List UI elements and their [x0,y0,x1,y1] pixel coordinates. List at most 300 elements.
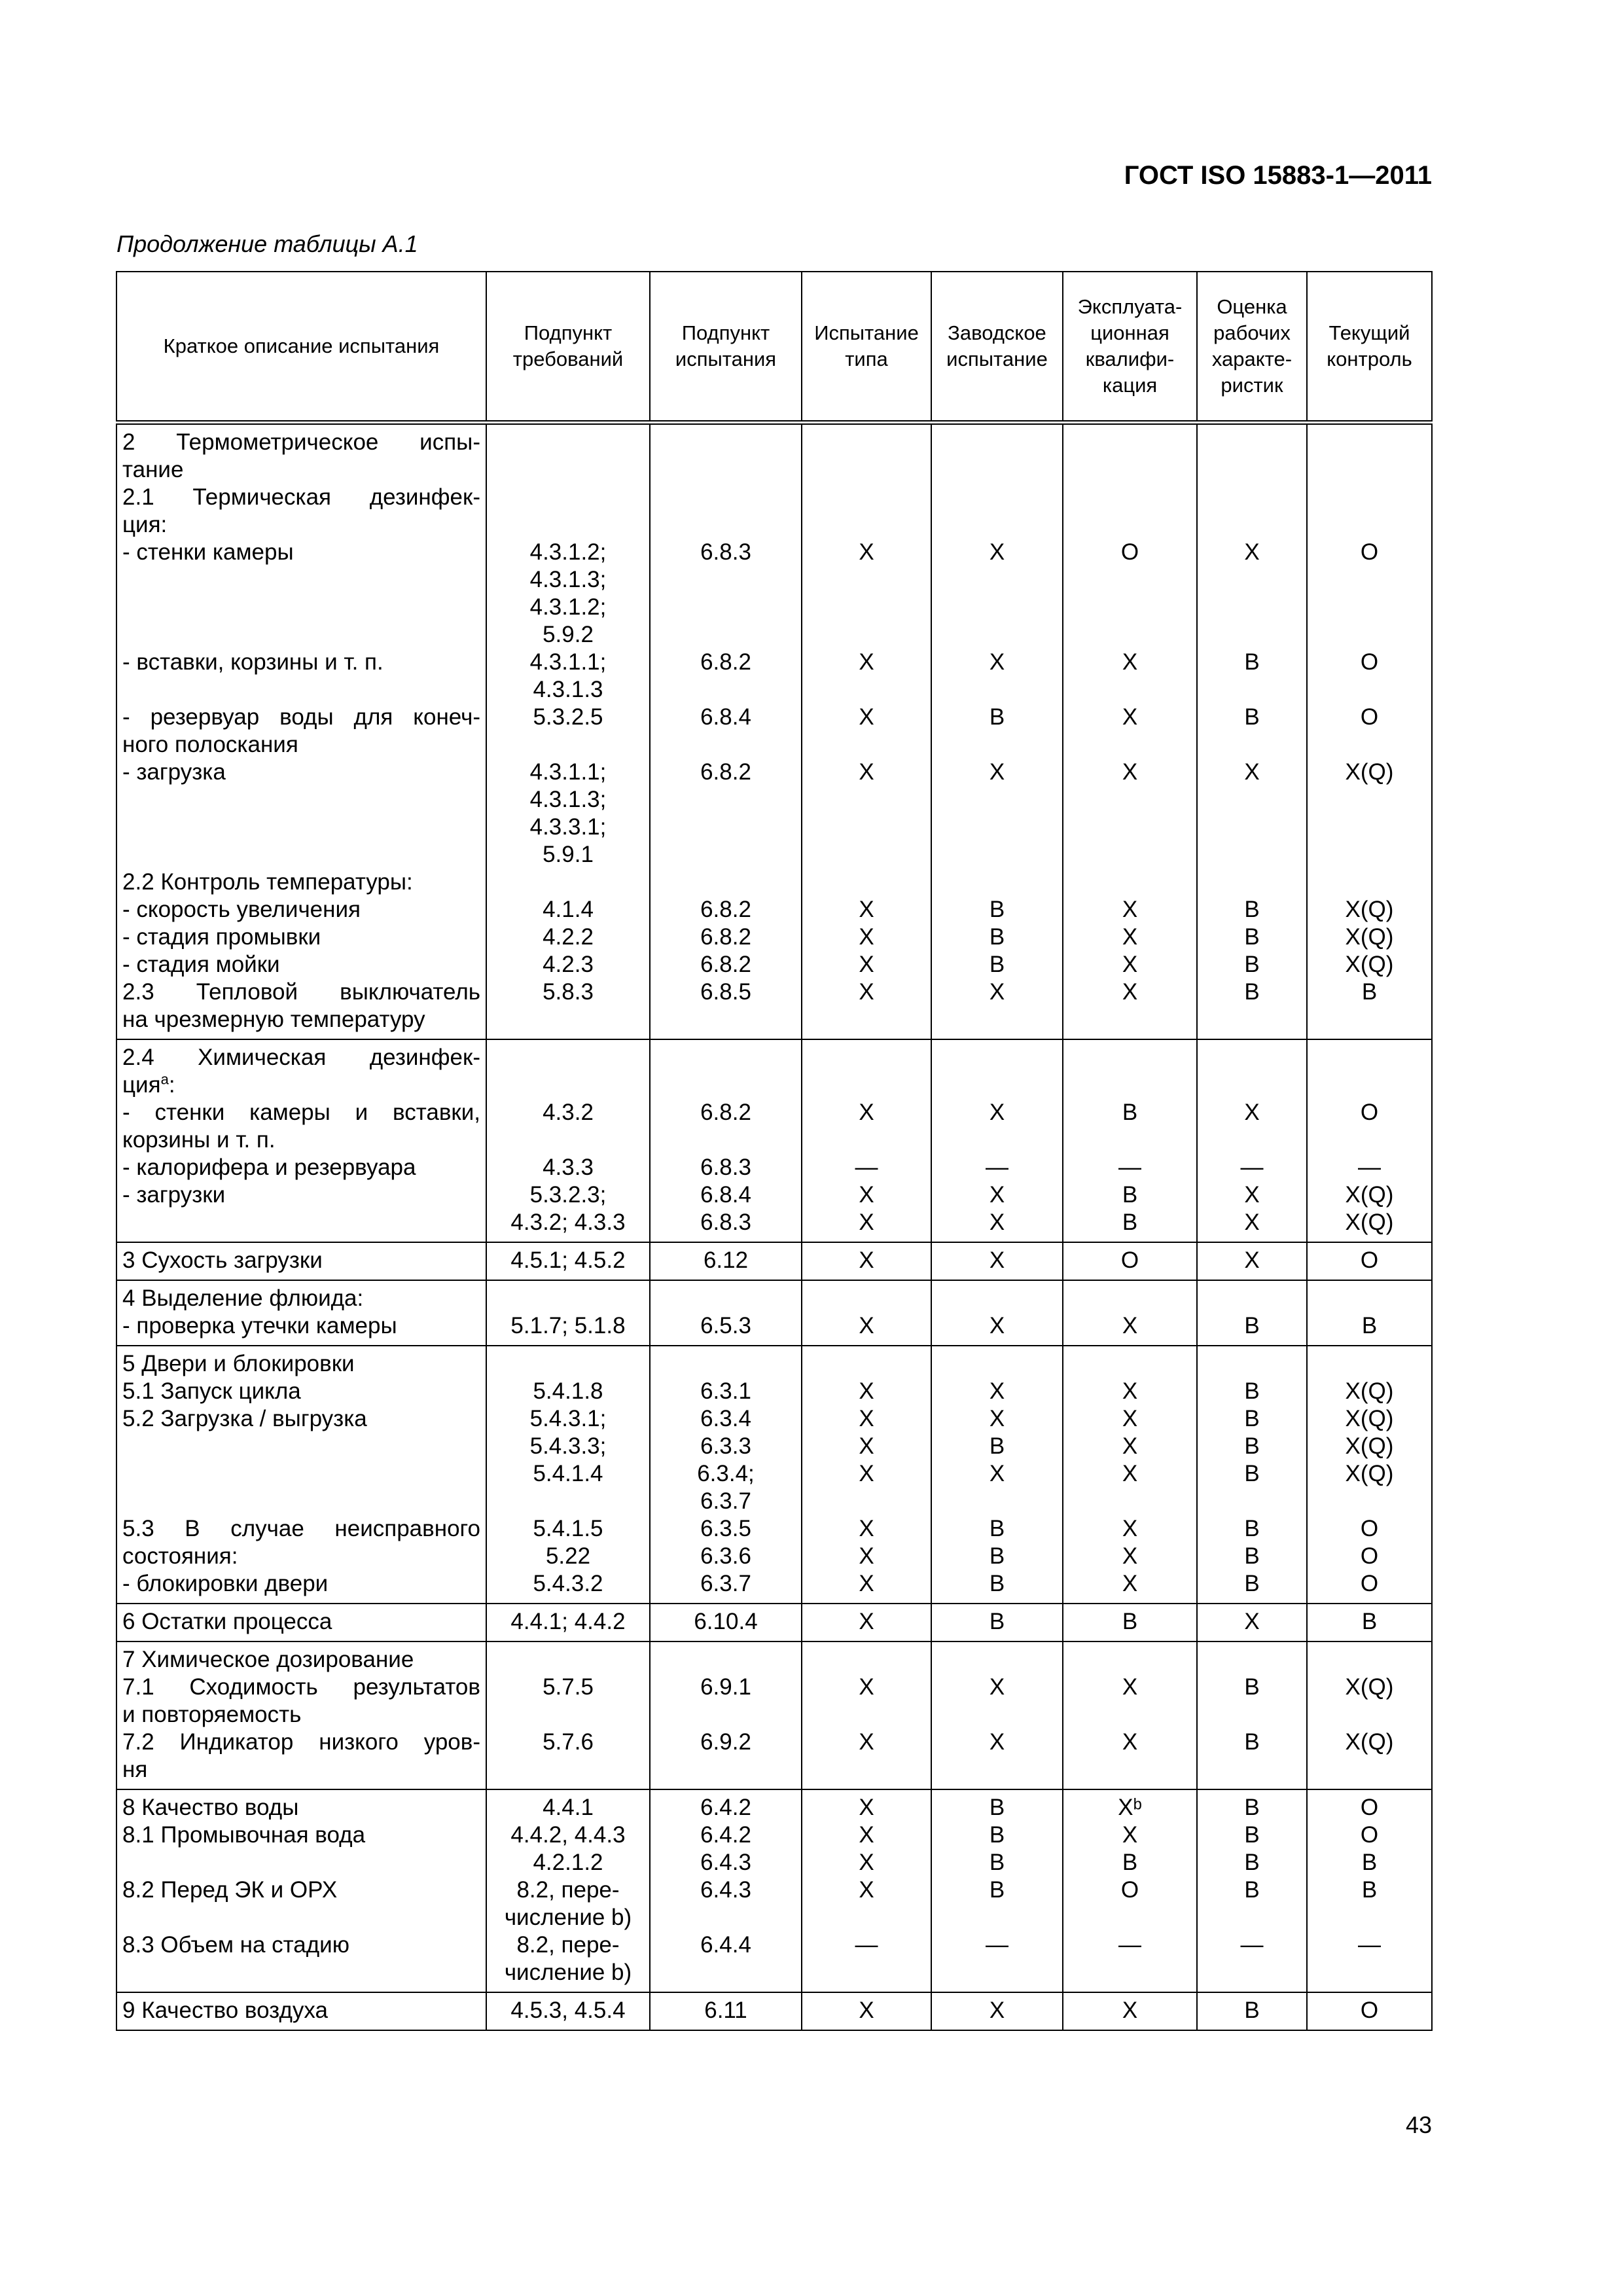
cell-value: Х [1244,539,1260,565]
cell-value [808,1904,925,1931]
test-description-cell [116,1789,486,1992]
cell-value [1069,869,1191,896]
cell-value: 6.3.4; [697,1461,755,1486]
cell-value [656,1904,796,1931]
cell-value [1069,484,1191,511]
cell-value [1203,511,1301,539]
cell-value [492,731,644,759]
description-line: - загрузки [122,1182,226,1208]
cell-value [1069,1904,1191,1931]
cell-value: В [1244,1795,1260,1820]
column-works-test-cell [931,1641,1063,1789]
description-line: 3 Сухость загрузки [122,1247,323,1273]
description-line: - вставки, корзины и т. п. [122,649,383,675]
test-description-cell [116,1346,486,1604]
table-caption: Продолжение таблицы А.1 [116,230,418,257]
cell-value: X(Q) [1345,1461,1394,1486]
cell-value: 6.3.6 [700,1543,751,1569]
description-line: и повторяемость [122,1702,302,1727]
cell-value: 5.7.6 [543,1729,594,1755]
cell-value [492,1071,644,1099]
description-line: 9 Качество воздуха [122,1998,328,2023]
cell-value: 6.4.2 [700,1795,751,1820]
test-description-cell [116,1280,486,1346]
cell-value: О [1360,1247,1379,1273]
cell-value: Х [989,1406,1005,1431]
cell-value [937,1044,1057,1071]
cell-value: О [1120,1877,1139,1903]
cell-value: Х [1244,1247,1260,1273]
cell-value [808,511,925,539]
column-routine-test-cell [1307,1641,1432,1789]
cell-value [1203,1904,1301,1931]
cell-value: В [1244,1877,1260,1903]
cell-value: Х [1122,704,1138,730]
cell-value: В [1122,1609,1138,1634]
cell-value: X(Q) [1345,1433,1394,1459]
header-line: Подпункт [681,321,770,344]
cell-value [1313,1350,1426,1378]
description-line: 7.2 Индикатор низкого уров- [122,1729,480,1755]
cell-value [1313,1756,1426,1784]
description-line [122,1209,480,1236]
description-line: - загрузка [122,759,226,785]
cell-value [656,1350,796,1378]
cell-value [1313,1044,1426,1071]
cell-value [1203,594,1301,621]
cell-value [808,1701,925,1729]
cell-value: 6.9.1 [700,1674,751,1700]
cell-value: — [986,1155,1008,1180]
cell-value: В [1244,1461,1260,1486]
cell-value: В [989,1877,1005,1903]
cell-value: 5.4.3.2 [533,1571,603,1596]
cell-value [1313,429,1426,456]
column-routine-test-cell [1307,1242,1432,1280]
cell-value [808,786,925,814]
description-line: - стенки камеры и вставки, [122,1100,480,1125]
column-type-test-cell [802,1992,931,2030]
column-performance-qualification-cell [1197,1789,1307,1992]
cell-value: 6.11 [704,1998,747,2023]
cell-value: 6.8.2 [700,1100,751,1125]
description-line [122,1849,480,1876]
cell-value [1203,1701,1301,1729]
cell-value [1069,456,1191,484]
column-operational-qualification-cell [1063,1039,1197,1242]
cell-value [808,484,925,511]
cell-value [1313,621,1426,649]
cell-value: Х [989,1313,1005,1338]
cell-value: В [1361,1877,1378,1903]
cell-value [808,456,925,484]
column-works-test-cell [931,1039,1063,1242]
cell-value [808,1959,925,1986]
column-test-clause-cell [650,1789,802,1992]
cell-value: О [1360,1100,1379,1125]
header-line: контроль [1327,348,1412,370]
cell-value [808,1488,925,1515]
cell-value [1069,841,1191,869]
column-operational-qualification-cell [1063,1242,1197,1280]
cell-value [937,786,1057,814]
description-line: 2.1 Термическая дезинфек- [122,484,480,510]
header-line: требований [512,348,624,370]
cell-value [1313,484,1426,511]
cell-value: В [1361,979,1378,1005]
cell-value [1313,731,1426,759]
cell-value: Х [859,1543,874,1569]
cell-value: Х [859,1433,874,1459]
cell-value [656,1959,796,1986]
description-line: - блокировки двери [122,1571,329,1596]
cell-value [937,594,1057,621]
cell-value: 5.4.1.8 [533,1378,603,1404]
cell-value: Х [859,979,874,1005]
cell-value: X(Q) [1345,1729,1394,1755]
cell-value: Х [859,897,874,922]
cell-value [937,1071,1057,1099]
cell-value [937,1488,1057,1515]
cell-value: Х [989,1461,1005,1486]
footnote-marker: а [160,1071,169,1088]
cell-value [1313,1488,1426,1515]
table-row [116,1039,1432,1242]
cell-value: 8.2, пере- [516,1932,620,1958]
cell-value [656,1285,796,1312]
cell-value [1069,731,1191,759]
table-row [116,1280,1432,1346]
cell-value [656,731,796,759]
description-line [122,1488,480,1515]
column-test-clause-cell [650,1346,802,1604]
cell-value: Х [859,1877,874,1903]
column-operational-qualification-cell [1063,1992,1197,2030]
description-line [122,814,480,841]
cell-value: 6.8.3 [700,1155,751,1180]
cell-value [1313,1285,1426,1312]
description-line: 5.1 Запуск цикла [122,1378,301,1404]
cell-value: — [1358,1932,1381,1958]
cell-value [808,1756,925,1784]
description-line: 2 Термометрическое испы- [122,429,480,455]
cell-value: 6.8.3 [700,539,751,565]
cell-value [1313,511,1426,539]
cell-value [937,511,1057,539]
column-performance-qualification-cell [1197,1039,1307,1242]
cell-value [937,1756,1057,1784]
column-performance-qualification-cell [1197,1346,1307,1604]
cell-value: X(Q) [1345,759,1394,785]
cell-value [656,814,796,841]
cell-value [937,1285,1057,1312]
cell-value [1069,1701,1191,1729]
cell-value: 6.3.7 [700,1488,751,1514]
cell-value [1313,566,1426,594]
description-line: 8.3 Объем на стадию [122,1932,349,1958]
cell-value: 4.5.1; 4.5.2 [510,1247,626,1273]
cell-value: В [1244,1729,1260,1755]
cell-value [1069,1756,1191,1784]
cell-value [1069,1646,1191,1674]
cell-value [808,594,925,621]
column-requirement-clause-cell [486,1346,650,1604]
cell-value: В [1244,952,1260,977]
cell-value [492,1756,644,1784]
column-works-test-cell [931,1789,1063,1992]
cell-value [937,1904,1057,1931]
cell-value: Х [1122,1461,1138,1486]
cell-value: Х [1122,1433,1138,1459]
cell-value: 5.9.1 [543,842,594,867]
cell-value: X(Q) [1345,1210,1394,1235]
cell-value: 5.4.3.3; [529,1433,607,1459]
cell-value: Х [1122,1543,1138,1569]
header-line: испытание [946,348,1048,370]
cell-value: Х [989,1729,1005,1755]
cell-value: Х [1244,1100,1260,1125]
column-works-test-cell [931,1280,1063,1346]
description-line: ция: [122,512,168,537]
test-description-cell [116,1242,486,1280]
cell-value [808,841,925,869]
cell-value [1203,1488,1301,1515]
page-number: 43 [1405,2111,1432,2138]
cell-value [937,1959,1057,1986]
cell-value: числение b) [504,1905,632,1930]
cell-value [492,1350,644,1378]
cell-value: В [989,1822,1005,1848]
column-requirement-clause-cell [486,1604,650,1641]
cell-value: Х [859,924,874,950]
cell-value: Х [859,539,874,565]
description-line [122,594,480,621]
table-row [116,1641,1432,1789]
description-line: - резервуар воды для конеч- [122,704,480,730]
cell-value: 4.2.1.2 [533,1850,603,1875]
cell-value: Х [859,1822,874,1848]
cell-value [1203,484,1301,511]
cell-value: О [1360,539,1379,565]
cell-value: 4.3.3.1; [529,814,607,840]
cell-value: В [1244,1313,1260,1338]
cell-value [808,429,925,456]
cell-value: О [1360,1795,1379,1820]
cell-value: О [1360,1516,1379,1541]
cell-value: 6.3.7 [700,1571,751,1596]
cell-value: В [1244,704,1260,730]
cell-value: В [1244,1822,1260,1848]
cell-value: Х [1122,952,1138,977]
column-description-header [116,272,486,423]
cell-value [656,511,796,539]
cell-value: — [1118,1932,1141,1958]
table-row [116,1789,1432,1992]
cell-value: 6.4.4 [700,1932,751,1958]
column-performance-qualification-cell [1197,1604,1307,1641]
cell-value: Х [859,1378,874,1404]
column-routine-test-cell [1307,1280,1432,1346]
column-performance-qualification-cell [1197,1242,1307,1280]
column-performance-qualification-cell [1197,1641,1307,1789]
description-line: 4 Выделение флюида: [122,1285,364,1311]
column-operational-qualification-cell [1063,1280,1197,1346]
cell-value [937,1646,1057,1674]
cell-value [937,484,1057,511]
cell-value [1203,869,1301,896]
cell-value: 6.4.3 [700,1850,751,1875]
cell-value [808,676,925,704]
cell-value [1203,1646,1301,1674]
cell-value: В [989,1433,1005,1459]
cell-value [808,1285,925,1312]
cell-value: В [1244,1378,1260,1404]
description-line: 5 Двери и блокировки [122,1351,355,1376]
description-line: - скорость увеличения [122,897,361,922]
description-line: - стадия промывки [122,924,321,950]
description-text: ция [122,1072,161,1098]
cell-value [1203,1044,1301,1071]
cell-value: Х [859,1461,874,1486]
cell-value: 4.2.3 [543,952,594,977]
cell-value: В [989,1609,1005,1634]
cell-value: Х [859,649,874,675]
column-test-clause-cell [650,1242,802,1280]
cell-value: Х [859,1182,874,1208]
cell-value: X(Q) [1345,952,1394,977]
cell-value: 4.3.1.2; [529,594,607,620]
cell-value: Х [1122,1378,1138,1404]
cell-value: В [1244,1543,1260,1569]
description-line [122,1959,480,1986]
cell-value: Х [859,1609,874,1634]
cell-value: Х [989,1378,1005,1404]
cell-value: Х [859,1210,874,1235]
cell-value: О [1120,1247,1139,1273]
cell-value: X(Q) [1345,1378,1394,1404]
column-operational-qualification-header [1063,272,1197,423]
description-line: - стенки камеры [122,539,294,565]
cell-value: 6.8.2 [700,649,751,675]
test-description-cell [116,423,486,1040]
cell-value [808,566,925,594]
cell-value: Х [859,1247,874,1273]
cell-value [1069,1044,1191,1071]
cell-value: 6.8.2 [700,924,751,950]
cell-value: В [1122,1182,1138,1208]
description-line: ня [122,1757,148,1782]
cell-value [492,429,644,456]
cell-value: В [1244,1998,1260,2023]
cell-value: 6.3.5 [700,1516,751,1541]
cell-value [492,456,644,484]
cell-value: Х [1244,759,1260,785]
cell-value: Х [859,1674,874,1700]
cell-value [1203,1756,1301,1784]
cell-value: 6.3.3 [700,1433,751,1459]
cell-value: 5.1.7; 5.1.8 [510,1313,626,1338]
cell-value: Х [1122,1313,1138,1338]
cell-value: 4.3.1.2; [529,539,607,565]
column-type-test-cell [802,1641,931,1789]
cell-value: В [989,1850,1005,1875]
cell-value: 6.12 [703,1247,749,1273]
cell-value [1069,1071,1191,1099]
cell-value: — [855,1155,878,1180]
cell-value [1313,814,1426,841]
cell-value: Х [1122,1516,1138,1541]
cell-value [656,1756,796,1784]
description-line: на чрезмерную температуру [122,1007,425,1032]
cell-value: В [1244,649,1260,675]
cell-value [937,814,1057,841]
description-line: 8.1 Промывочная вода [122,1822,366,1848]
cell-value [1313,1071,1426,1099]
cell-value [656,869,796,896]
column-type-test-cell [802,423,931,1040]
cell-value [492,1126,644,1154]
description-line: 7 Химическое дозирование [122,1647,414,1672]
cell-value [808,621,925,649]
cell-value: 4.3.2 [543,1100,594,1125]
cell-value: 6.4.2 [700,1822,751,1848]
table-row [116,423,1432,1040]
cell-value: Х [989,979,1005,1005]
cell-value: Х [1122,979,1138,1005]
cell-value: О [1120,539,1139,565]
cell-value [492,869,644,896]
column-type-test-cell [802,1039,931,1242]
cell-value: 5.22 [545,1543,591,1569]
cell-value [656,1646,796,1674]
description-line: ного полоскания [122,732,298,757]
header-line: характе- [1211,348,1293,370]
cell-value [937,456,1057,484]
cell-value: Х [989,649,1005,675]
column-operational-qualification-cell [1063,1604,1197,1641]
header-line: Подпункт [524,321,613,344]
cell-value: Х [859,1571,874,1596]
column-operational-qualification-cell [1063,1789,1197,1992]
cell-value: В [989,1543,1005,1569]
cell-value: В [989,704,1005,730]
table-row [116,1242,1432,1280]
column-requirement-clause-cell [486,423,650,1040]
description-line: 2.2 Контроль температуры: [122,869,413,895]
cell-value [1069,429,1191,456]
column-routine-test-cell [1307,423,1432,1040]
cell-value: X(Q) [1345,1406,1394,1431]
cell-value: Х [1244,1609,1260,1634]
column-requirement-clause-cell [486,1992,650,2030]
cell-value: 6.8.2 [700,897,751,922]
column-works-test-header [931,272,1063,423]
cell-value [1203,621,1301,649]
cell-value [1313,1904,1426,1931]
header-line: Текущий [1329,321,1410,344]
cell-value: 6.4.3 [700,1877,751,1903]
column-type-test-cell [802,1346,931,1604]
cell-value [1203,1959,1301,1986]
column-performance-qualification-cell [1197,1992,1307,2030]
cell-value [1069,814,1191,841]
cell-value: X(Q) [1345,897,1394,922]
cell-value: Х [1122,1998,1138,2023]
cell-value: Х [1122,1822,1138,1848]
cell-value [492,1488,644,1515]
description-line: состояния: [122,1543,238,1569]
cell-value [937,841,1057,869]
